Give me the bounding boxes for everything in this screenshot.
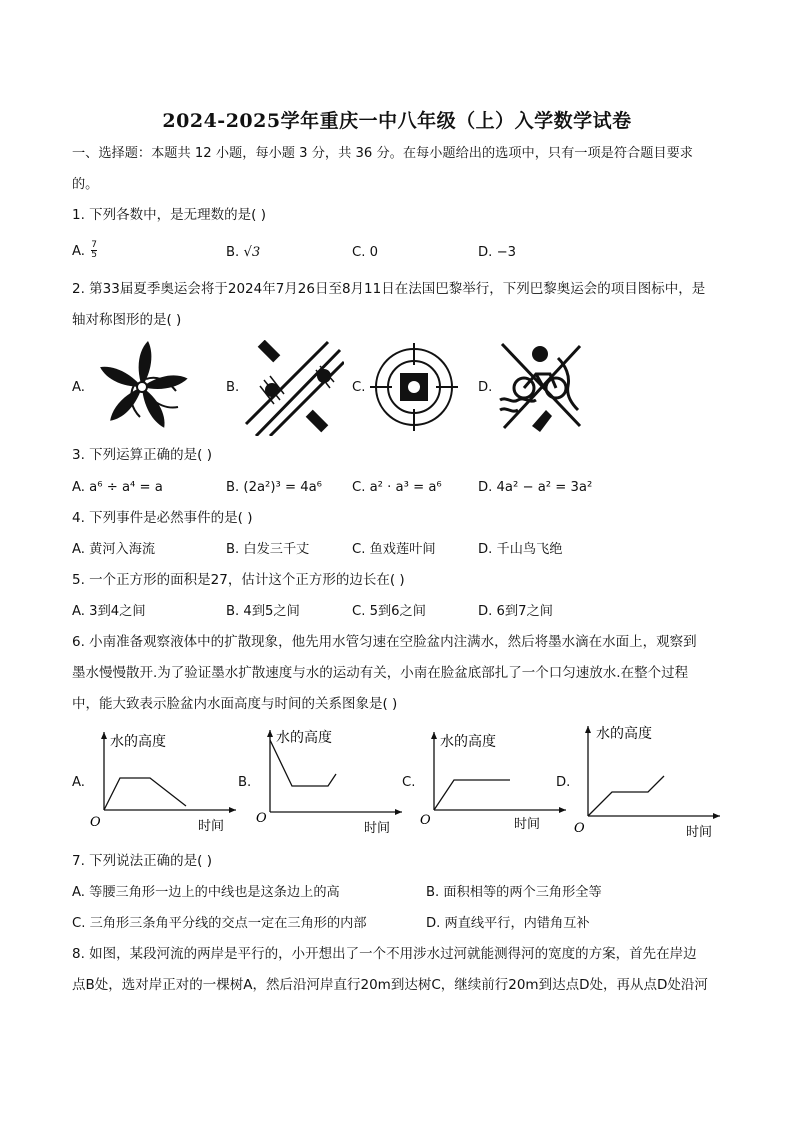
q3-option-a[interactable]: A. a⁶ ÷ a⁴ = a — [72, 480, 163, 495]
badminton-icon — [244, 340, 344, 436]
denominator: 5 — [91, 250, 97, 261]
q7-option-d[interactable]: D. 两直线平行，内错角互补 — [426, 916, 590, 931]
q2-stem-line1: 2. 第33届夏季奥运会将于2024年7月26日至8月11日在法国巴黎举行，下列巴黎奥运会的项目图标中，是 — [72, 281, 706, 297]
option-value: 0 — [369, 245, 378, 260]
option-label: D. — [478, 245, 493, 260]
q2-stem-line2: 轴对称图形的是( ) — [72, 312, 182, 328]
q6-label-d[interactable]: D. — [556, 775, 571, 790]
q4-option-a[interactable]: A. 黄河入海流 — [72, 542, 156, 557]
origin-label: O — [256, 811, 267, 826]
q6-label-b[interactable]: B. — [238, 775, 252, 790]
q3-option-d[interactable]: D. 4a² − a² = 3a² — [478, 480, 593, 495]
q1-option-d[interactable] — [478, 246, 516, 259]
q2-label-d[interactable]: D. — [478, 380, 493, 395]
q5-option-c[interactable]: C. 5到6之间 — [352, 604, 426, 619]
y-axis-label: 水的高度 — [276, 730, 332, 746]
origin-label: O — [574, 821, 585, 836]
q1-option-c[interactable] — [352, 246, 378, 259]
q1-option-b[interactable] — [226, 246, 260, 259]
q4-stem: 4. 下列事件是必然事件的是( ) — [72, 510, 253, 526]
q2-label-b[interactable]: B. — [226, 380, 240, 395]
graph-b — [254, 726, 404, 838]
q3-option-c[interactable]: C. a² · a³ = a⁶ — [352, 480, 442, 495]
q2-label-c[interactable]: C. — [352, 380, 366, 395]
x-axis-label: 时间 — [514, 817, 541, 832]
q7-option-c[interactable]: C. 三角形三条角平分线的交点一定在三角形的内部 — [72, 916, 367, 931]
option-label: B. — [226, 245, 240, 260]
q7-option-b[interactable]: B. 面积相等的两个三角形全等 — [426, 885, 602, 900]
q4-option-c[interactable]: C. 鱼戏莲叶间 — [352, 542, 436, 557]
origin-label: O — [420, 813, 431, 828]
option-value: −3 — [496, 245, 517, 260]
y-axis-label: 水的高度 — [440, 734, 496, 750]
graph-a — [88, 728, 238, 838]
q1-stem: 1. 下列各数中，是无理数的是( ) — [72, 207, 266, 223]
option-label: C. — [352, 245, 366, 260]
q4-option-b[interactable]: B. 白发三千丈 — [226, 542, 310, 557]
q1-option-a[interactable] — [72, 241, 97, 261]
q8-stem-line2: 点B处，选对岸正对的一棵树A，然后沿河岸直行20m到达树C，继续前行20m到达点D处，再从点D处沿河 — [72, 977, 708, 993]
page-title: 2024-2025学年重庆一中八年级（上）入学数学试卷 — [162, 110, 632, 132]
q6-stem-line1: 6. 小南准备观察液体中的扩散现象，他先用水管匀速在空脸盆内注满水，然后将墨水滴在水面上，观察到 — [72, 634, 697, 650]
q3-option-b[interactable]: B. (2a²)³ = 4a⁶ — [226, 480, 322, 495]
x-axis-label: 时间 — [198, 819, 225, 834]
numerator: 7 — [91, 240, 97, 250]
q4-option-d[interactable]: D. 千山鸟飞绝 — [478, 542, 563, 557]
q6-label-c[interactable]: C. — [402, 775, 416, 790]
q5-option-a[interactable]: A. 3到4之间 — [72, 604, 146, 619]
origin-label: O — [90, 815, 101, 830]
y-axis-label: 水的高度 — [596, 726, 652, 742]
q6-stem-line2: 墨水慢慢散开.为了验证墨水扩散速度与水的运动有关，小南在脸盆底部扎了一个口匀速放水.在整个过程 — [72, 665, 689, 681]
pinwheel-icon — [92, 340, 192, 434]
x-axis-label: 时间 — [364, 821, 391, 836]
target-icon — [370, 343, 458, 431]
q5-option-d[interactable]: D. 6到7之间 — [478, 604, 553, 619]
y-axis-label: 水的高度 — [110, 734, 166, 750]
graph-c — [418, 728, 571, 838]
fraction — [91, 241, 97, 261]
triathlon-icon — [496, 340, 584, 436]
section-instructions-line2: 的。 — [72, 177, 99, 192]
q6-label-a[interactable]: A. — [72, 775, 85, 790]
x-axis-label: 时间 — [686, 825, 713, 840]
q8-stem-line1: 8. 如图，某段河流的两岸是平行的，小开想出了一个不用涉水过河就能测得河的宽度的方案，首先在岸边 — [72, 946, 697, 962]
q7-stem: 7. 下列说法正确的是( ) — [72, 853, 212, 869]
option-value: √3 — [243, 245, 261, 260]
q2-label-a[interactable]: A. — [72, 380, 85, 395]
option-label: A. — [72, 243, 85, 259]
q7-option-a[interactable]: A. 等腰三角形一边上的中线也是这条边上的高 — [72, 885, 340, 900]
q5-option-b[interactable]: B. 4到5之间 — [226, 604, 300, 619]
graph-d — [572, 722, 722, 842]
section-instructions-line1: 一、选择题：本题共 12 小题，每小题 3 分，共 36 分。在每小题给出的选项中，只有一项是符合题目要求 — [72, 146, 693, 161]
q6-stem-line3: 中，能大致表示脸盆内水面高度与时间的关系图象是( ) — [72, 696, 398, 712]
q3-stem: 3. 下列运算正确的是( ) — [72, 447, 212, 463]
q5-stem: 5. 一个正方形的面积是27，估计这个正方形的边长在( ) — [72, 572, 405, 588]
